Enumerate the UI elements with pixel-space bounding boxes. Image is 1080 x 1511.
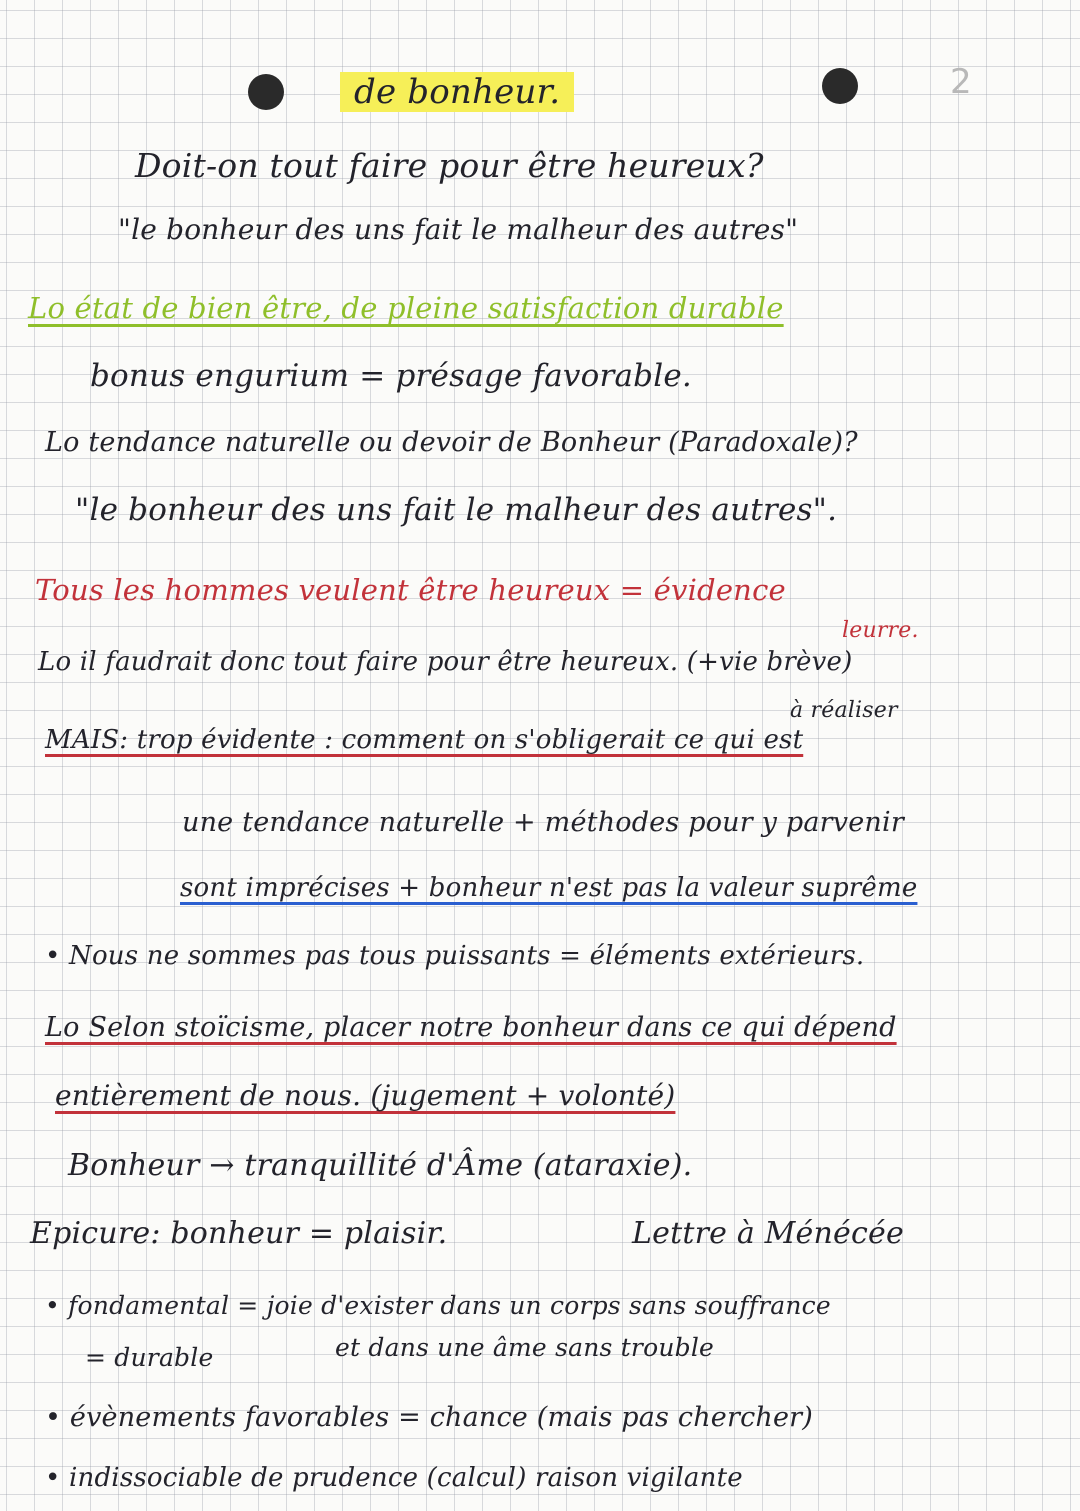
note-external: • Nous ne sommes pas tous puissants = éléments extérieurs. [45,941,865,971]
note-quote-2: "le bonheur des uns fait le malheur des autres". [75,492,838,528]
note-letter: Lettre à Ménécée [632,1216,904,1251]
note-tendency: Lo tendance naturelle ou devoir de Bonheur (Paradoxale)? [45,427,858,458]
note-method: une tendance naturelle + méthodes pour y parvenir [182,807,904,838]
binder-hole-left [248,74,284,110]
note-imprecise-text: sont imprécises + bonheur n'est pas la valeur suprême [180,873,918,903]
note-durable: = durable [85,1343,214,1372]
note-stoicism [45,1010,897,1046]
note-mais-text: MAIS: trop évidente : comment on s'obligerait ce qui est [45,725,804,755]
page-number: 2 [950,62,972,102]
note-title [340,70,574,114]
note-leurre: leurre. [842,618,919,643]
note-etymology: bonus engurium = présage favorable. [90,358,692,394]
note-question: Doit-on tout faire pour être heureux? [135,146,764,185]
note-soul: et dans une âme sans trouble [335,1333,715,1362]
note-depends [55,1078,675,1114]
note-quote-1: "le bonheur des uns fait le malheur des autres" [118,213,799,246]
note-consequence: Lo il faudrait donc tout faire pour être heureux. (+vie brève) [38,647,853,677]
note-definition: Lo état de bien être, de pleine satisfaction durable [28,291,784,325]
note-stoicism-text: Lo Selon stoïcisme, placer notre bonheur dans ce qui dépend [45,1012,897,1043]
note-imprecise [180,870,917,906]
note-events: • évènements favorables = chance (mais pas chercher) [45,1402,814,1433]
note-prudence: • indissociable de prudence (calcul) raison vigilante [45,1463,743,1493]
title-highlight: de bonheur. [340,72,574,112]
note-ataraxia: Bonheur → tranquillité d'Âme (ataraxie). [68,1148,693,1183]
note-a-realiser: à réaliser [790,698,898,723]
note-depends-text: entièrement de nous. (jugement + volonté) [55,1079,676,1112]
binder-hole-right [822,68,858,104]
note-fundamental: • fondamental = joie d'exister dans un corps sans souffrance [45,1291,831,1320]
note-mais [45,722,803,758]
note-epicure: Epicure: bonheur = plaisir. [30,1216,448,1251]
note-evidence: Tous les hommes veulent être heureux = évidence [35,573,786,607]
